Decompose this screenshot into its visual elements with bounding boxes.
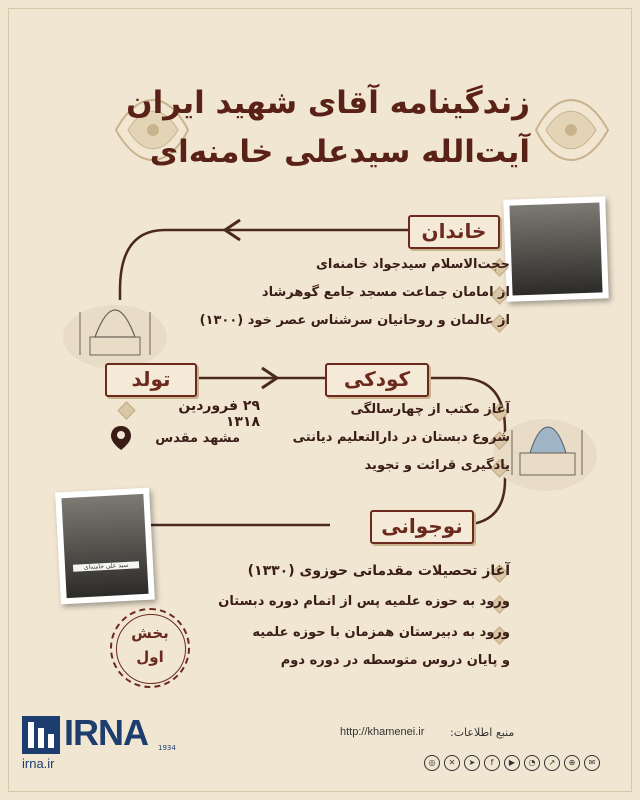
mosque-sketch-right [490, 405, 600, 495]
irna-logo-text: IRNA [64, 712, 148, 753]
footer [0, 708, 640, 800]
childhood-item-2: شروع دبستان در دارالتعلیم دیانتی [292, 430, 510, 445]
irna-logo-mark-icon [22, 716, 60, 754]
rss-icon[interactable]: ◔ [524, 755, 540, 771]
youth-item-1: آغاز تحصیلات مقدماتی حوزوی (۱۳۳۰) [247, 563, 510, 579]
youth-item-4: و پایان دروس متوسطه در دوره دوم [280, 653, 510, 668]
birth-date: ۲۹ فروردین ۱۳۱۸ [178, 398, 260, 430]
family-item-3: از عالمان و روحانیان سرشناس عصر خود (۱۳۰۰) [199, 313, 510, 328]
youth-item-2: ورود به حوزه علمیه پس از اتمام دوره دبستان [218, 594, 510, 609]
section-tag-birth: تولد [105, 363, 197, 397]
title-line-2: آیت‌الله سیدعلی خامنه‌ای [149, 134, 530, 170]
family-item-2: از امامان جماعت مسجد جامع گوهرشاد [261, 285, 510, 300]
irna-logo-year: 1934 [158, 744, 176, 752]
section-tag-youth: نوجوانی [370, 510, 474, 544]
share-icon[interactable]: ↗ [544, 755, 560, 771]
section-tag-childhood: کودکی [325, 363, 429, 397]
title-line-1: زندگینامه آقای شهید ایران [126, 85, 530, 121]
irna-site-link[interactable]: irna.ir [22, 756, 55, 771]
mail-icon[interactable]: ✉ [584, 755, 600, 771]
location-pin-icon [110, 425, 132, 451]
badge-line-1: بخش [131, 624, 169, 642]
telegram-icon[interactable]: ➤ [464, 755, 480, 771]
part-badge [110, 608, 190, 688]
source-url-link[interactable]: http://khamenei.ir [340, 726, 425, 738]
childhood-item-3: یادگیری قرائت و تجوید [364, 458, 510, 473]
youth-group-photo [55, 488, 155, 605]
youtube-icon[interactable]: ▶ [504, 755, 520, 771]
badge-line-2: اول [136, 648, 164, 666]
facebook-icon[interactable]: f [484, 755, 500, 771]
youth-item-3: ورود به دبیرستان همزمان با حوزه علمیه [252, 625, 510, 640]
mosque-sketch-left [60, 292, 170, 372]
instagram-icon[interactable]: ◎ [424, 755, 440, 771]
childhood-item-1: آغاز مکتب از چهارسالگی [350, 402, 510, 417]
web-icon[interactable]: ⊕ [564, 755, 580, 771]
birth-place: مشهد مقدس [155, 431, 240, 446]
family-item-1: حجت‌الاسلام سیدجواد خامنه‌ای [316, 257, 510, 272]
social-icons [420, 750, 600, 771]
source-label: منبع اطلاعات: [450, 726, 515, 739]
photo-caption: سید علی خامنه‌ای [73, 561, 139, 571]
x-icon[interactable]: ✕ [444, 755, 460, 771]
father-portrait-photo [503, 196, 608, 301]
section-tag-family: خاندان [408, 215, 500, 249]
